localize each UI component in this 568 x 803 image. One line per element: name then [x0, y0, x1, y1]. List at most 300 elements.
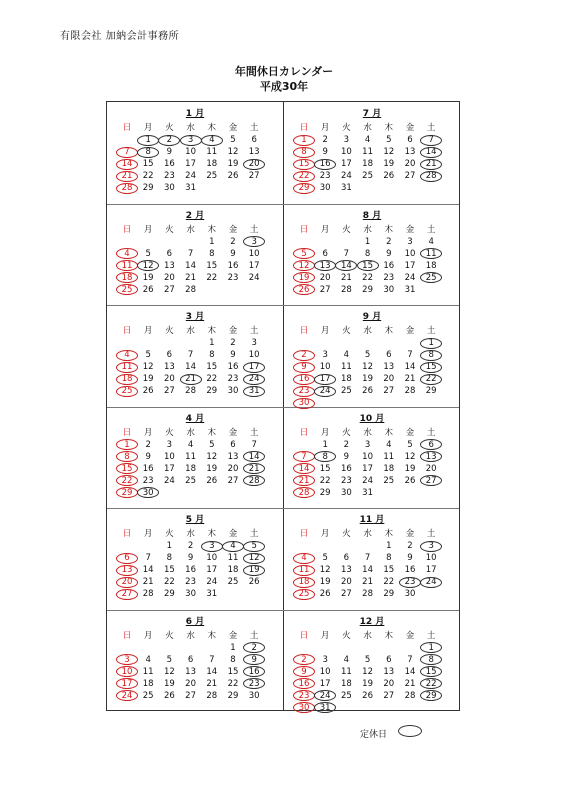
- day-cell: 1: [230, 642, 236, 653]
- day-cell: 6: [343, 553, 350, 563]
- title-line-1: 年間休日カレンダー: [234, 65, 334, 78]
- day-cell: 6: [251, 135, 257, 145]
- weekday-header: 水: [186, 529, 195, 539]
- day-cell: 20: [404, 159, 416, 169]
- day-cell: 24: [362, 475, 373, 486]
- day-cell: 25: [227, 577, 239, 587]
- day-cell: 9: [187, 553, 194, 563]
- day-cell: 16: [319, 159, 331, 169]
- day-cell: 30: [298, 702, 310, 713]
- day-cell: 18: [362, 159, 373, 169]
- day-cell: 23: [185, 577, 196, 587]
- weekday-header: 日: [299, 326, 309, 336]
- weekday-header: 日: [299, 224, 309, 235]
- day-cell: 12: [404, 451, 416, 462]
- weekday-header: 日: [299, 123, 309, 133]
- day-cell: 26: [142, 284, 154, 295]
- day-cell: 16: [298, 374, 310, 384]
- weekday-header: 日: [122, 630, 132, 641]
- day-cell: 4: [209, 135, 215, 145]
- day-cell: 23: [383, 272, 395, 283]
- day-cell: 26: [206, 475, 218, 486]
- day-cell: 24: [340, 171, 352, 181]
- day-cell: 14: [121, 159, 133, 169]
- weekday-header: 木: [384, 224, 394, 235]
- day-cell: 27: [340, 589, 352, 599]
- document-title: [0, 64, 568, 94]
- day-cell: 8: [145, 147, 151, 157]
- day-cell: 28: [206, 690, 218, 701]
- weekday-header: 金: [405, 123, 415, 133]
- day-cell: 12: [362, 362, 373, 372]
- day-cell: 9: [301, 362, 307, 372]
- day-cell: 8: [428, 350, 434, 360]
- day-cell: 14: [404, 362, 416, 372]
- day-cell: 13: [383, 666, 395, 677]
- weekday-header: 金: [405, 630, 415, 641]
- day-cell: 15: [206, 260, 218, 271]
- day-cell: 30: [163, 183, 175, 193]
- day-cell: 11: [206, 147, 218, 157]
- day-cell: 31: [362, 487, 373, 498]
- day-cell: 5: [301, 248, 307, 259]
- weekday-header: 月: [320, 224, 330, 235]
- day-cell: 26: [319, 589, 331, 599]
- day-cell: 4: [124, 350, 130, 360]
- day-cell: 10: [404, 248, 416, 259]
- weekday-header: 水: [363, 224, 372, 235]
- day-cell: 23: [319, 171, 331, 181]
- month-block: [284, 610, 460, 712]
- day-cell: 12: [142, 260, 154, 271]
- day-cell: 14: [340, 260, 352, 271]
- month-title: [284, 106, 460, 119]
- day-cell: 15: [227, 666, 239, 677]
- day-cell: 11: [340, 362, 352, 372]
- day-cell: 18: [425, 260, 437, 271]
- day-cell: 15: [163, 565, 175, 575]
- day-cell: 29: [383, 589, 395, 599]
- day-cell: 11: [383, 451, 395, 462]
- day-cell: 16: [142, 463, 154, 474]
- weekday-header: 月: [320, 326, 330, 336]
- day-cell: 9: [230, 350, 236, 360]
- day-cell: 22: [206, 272, 218, 283]
- day-cell: 5: [407, 439, 413, 450]
- weekday-header: 木: [207, 326, 217, 336]
- day-cell: 27: [404, 171, 416, 181]
- weekday-header: 木: [207, 123, 217, 133]
- day-cell: 28: [404, 690, 416, 701]
- month-title: [107, 309, 283, 322]
- day-cell: 24: [163, 475, 175, 486]
- weekday-header: 火: [165, 630, 174, 641]
- weekday-header: 火: [342, 326, 351, 336]
- day-cell: 24: [121, 690, 133, 701]
- day-cell: 17: [362, 463, 373, 474]
- day-cell: 12: [142, 362, 154, 372]
- weekday-header: 木: [384, 630, 394, 641]
- day-cell: 14: [185, 362, 196, 372]
- weekday-header: 月: [143, 224, 153, 235]
- day-cell: 17: [121, 678, 133, 689]
- day-cell: 7: [301, 451, 307, 462]
- day-cell: 2: [343, 439, 350, 450]
- day-cell: 29: [142, 183, 154, 193]
- day-cell: 10: [248, 248, 260, 259]
- day-cell: 17: [404, 260, 416, 271]
- month-title: [284, 614, 460, 627]
- day-cell: 11: [425, 248, 437, 259]
- weekday-header: 水: [363, 529, 372, 539]
- day-cell: 13: [163, 362, 175, 372]
- month-title: [284, 309, 460, 322]
- day-cell: 6: [166, 350, 173, 360]
- day-cell: 21: [425, 159, 437, 169]
- day-cell: 3: [251, 236, 257, 247]
- weekday-header: 火: [342, 123, 351, 133]
- day-cell: 13: [383, 362, 395, 372]
- day-cell: 10: [425, 553, 437, 563]
- day-cell: 8: [322, 451, 328, 462]
- day-cell: 2: [322, 135, 328, 145]
- month-title-text: 5 月: [185, 515, 205, 525]
- day-cell: 18: [383, 463, 395, 474]
- weekday-header: 月: [320, 529, 330, 539]
- day-cell: 21: [206, 678, 218, 689]
- day-cell: 14: [362, 565, 373, 575]
- weekday-header: 水: [186, 427, 195, 438]
- day-cell: 12: [248, 553, 260, 563]
- day-cell: 18: [142, 678, 154, 689]
- day-cell: 3: [209, 541, 215, 551]
- day-cell: 8: [166, 553, 173, 563]
- day-cell: 15: [206, 362, 218, 372]
- weekday-header: 日: [122, 529, 132, 539]
- day-cell: 13: [163, 260, 175, 271]
- weekday-header: 木: [207, 529, 217, 539]
- day-cell: 1: [301, 135, 307, 145]
- day-cell: 7: [343, 248, 350, 259]
- day-cell: 4: [343, 350, 350, 360]
- month-title: [107, 411, 283, 424]
- title-line-2: 平成30年: [259, 80, 309, 93]
- day-cell: 30: [383, 284, 395, 295]
- day-cell: 19: [142, 374, 154, 384]
- weekday-header: 金: [405, 224, 415, 235]
- day-cell: 10: [206, 553, 218, 563]
- day-cell: 4: [124, 248, 130, 259]
- day-cell: 17: [206, 565, 218, 575]
- day-cell: 16: [227, 362, 239, 372]
- day-cell: 21: [185, 272, 196, 283]
- month-title: [107, 614, 283, 627]
- day-cell: 15: [142, 159, 154, 169]
- day-cell: 20: [383, 374, 395, 384]
- day-cell: 3: [166, 439, 173, 450]
- day-cell: 25: [185, 475, 196, 486]
- month-title-text: 4 月: [185, 413, 205, 424]
- day-cell: 11: [121, 362, 133, 372]
- day-cell: 12: [319, 565, 331, 575]
- day-cell: 29: [227, 690, 239, 701]
- day-cell: 13: [404, 147, 416, 157]
- month-title-text: 3 月: [185, 312, 205, 322]
- day-cell: 17: [163, 463, 175, 474]
- month-title-text: 12 月: [359, 616, 385, 627]
- weekday-header: 土: [426, 326, 436, 336]
- day-cell: 17: [248, 260, 260, 271]
- day-cell: 4: [343, 654, 350, 665]
- weekday-header: 火: [165, 224, 174, 235]
- day-cell: 1: [124, 439, 130, 450]
- day-cell: 2: [145, 439, 151, 450]
- weekday-header: 日: [299, 630, 309, 641]
- day-cell: 16: [163, 159, 175, 169]
- day-cell: 27: [425, 475, 437, 486]
- weekday-header: 金: [228, 427, 238, 438]
- day-cell: 5: [145, 248, 151, 259]
- month-block: [107, 204, 283, 306]
- day-cell: 23: [163, 171, 175, 181]
- day-cell: 18: [340, 374, 352, 384]
- day-cell: 8: [364, 248, 371, 259]
- month-title-text: 2 月: [185, 210, 205, 221]
- weekday-header: 水: [186, 630, 195, 641]
- day-cell: 4: [301, 553, 307, 563]
- month-title: [107, 106, 283, 119]
- day-cell: 3: [428, 541, 434, 551]
- day-cell: 26: [362, 690, 373, 701]
- day-cell: 23: [298, 690, 310, 701]
- day-cell: 22: [362, 272, 373, 283]
- day-cell: 31: [340, 183, 352, 193]
- day-cell: 1: [364, 236, 371, 247]
- day-cell: 27: [163, 284, 175, 295]
- weekday-header: 月: [143, 427, 153, 438]
- day-cell: 3: [407, 236, 413, 247]
- weekday-header: 木: [207, 630, 217, 641]
- day-cell: 3: [322, 350, 328, 360]
- day-cell: 11: [340, 666, 352, 677]
- day-cell: 15: [362, 260, 373, 271]
- day-cell: 20: [340, 577, 352, 587]
- day-cell: 7: [187, 350, 194, 360]
- day-cell: 23: [298, 386, 310, 396]
- day-cell: 15: [425, 362, 437, 372]
- day-cell: 3: [251, 338, 257, 348]
- weekday-header: 水: [363, 630, 372, 641]
- day-cell: 11: [298, 565, 310, 575]
- day-cell: 15: [319, 463, 331, 474]
- weekday-header: 土: [426, 123, 436, 133]
- day-cell: 8: [386, 553, 392, 563]
- day-cell: 10: [185, 147, 196, 157]
- day-cell: 4: [145, 654, 151, 665]
- day-cell: 10: [248, 350, 260, 360]
- weekday-header: 火: [342, 427, 351, 438]
- day-cell: 30: [227, 386, 239, 396]
- day-cell: 20: [185, 678, 196, 689]
- weekday-header: 金: [405, 326, 415, 336]
- weekday-header: 水: [186, 224, 195, 235]
- day-cell: 20: [163, 374, 175, 384]
- day-cell: 23: [142, 475, 154, 486]
- day-cell: 4: [386, 439, 392, 450]
- day-cell: 16: [340, 463, 352, 474]
- day-cell: 12: [227, 147, 239, 157]
- day-cell: 5: [251, 541, 257, 551]
- day-cell: 28: [362, 589, 373, 599]
- day-cell: 28: [142, 589, 154, 599]
- day-cell: 2: [301, 350, 307, 360]
- day-cell: 14: [298, 463, 310, 474]
- day-cell: 25: [298, 589, 310, 599]
- day-cell: 28: [298, 487, 310, 498]
- day-cell: 22: [227, 678, 239, 689]
- day-cell: 21: [185, 374, 196, 384]
- day-cell: 28: [340, 284, 352, 295]
- day-cell: 21: [298, 475, 310, 486]
- day-cell: 1: [209, 338, 215, 348]
- legend-oval-icon: [398, 725, 422, 737]
- weekday-header: 土: [249, 529, 259, 539]
- day-cell: 14: [248, 451, 260, 462]
- day-cell: 31: [185, 183, 196, 193]
- day-cell: 23: [248, 678, 260, 689]
- day-cell: 23: [227, 374, 239, 384]
- day-cell: 9: [166, 147, 173, 157]
- day-cell: 20: [425, 463, 437, 474]
- day-cell: 6: [407, 135, 413, 145]
- weekday-header: 土: [426, 224, 436, 235]
- day-cell: 19: [227, 159, 239, 169]
- day-cell: 1: [209, 236, 215, 247]
- day-cell: 15: [383, 565, 395, 575]
- day-cell: 9: [322, 147, 328, 157]
- weekday-header: 日: [122, 224, 132, 235]
- day-cell: 16: [298, 678, 310, 689]
- day-cell: 30: [142, 487, 154, 498]
- weekday-header: 火: [342, 529, 351, 539]
- day-cell: 29: [425, 690, 437, 701]
- day-cell: 23: [404, 577, 416, 587]
- day-cell: 17: [248, 362, 260, 372]
- day-cell: 11: [362, 147, 373, 157]
- weekday-header: 土: [249, 427, 259, 438]
- weekday-header: 月: [320, 630, 330, 641]
- day-cell: 12: [383, 147, 395, 157]
- day-cell: 26: [227, 171, 239, 181]
- day-cell: 13: [425, 451, 437, 462]
- day-cell: 10: [121, 666, 133, 677]
- day-cell: 16: [185, 565, 196, 575]
- day-cell: 1: [166, 541, 173, 551]
- day-cell: 19: [362, 374, 373, 384]
- day-cell: 31: [319, 702, 331, 713]
- day-cell: 4: [428, 236, 434, 247]
- weekday-header: 土: [249, 326, 259, 336]
- day-cell: 12: [298, 260, 310, 271]
- day-cell: 14: [142, 565, 154, 575]
- weekday-header: 木: [384, 529, 394, 539]
- day-cell: 11: [185, 451, 196, 462]
- day-cell: 2: [187, 541, 194, 551]
- day-cell: 5: [322, 553, 328, 563]
- day-cell: 30: [404, 589, 416, 599]
- day-cell: 14: [185, 260, 196, 271]
- day-cell: 19: [319, 577, 331, 587]
- day-cell: 29: [163, 589, 175, 599]
- day-cell: 31: [248, 386, 260, 396]
- day-cell: 25: [383, 475, 395, 486]
- month-block: [284, 305, 460, 407]
- weekday-header: 木: [384, 326, 394, 336]
- calendar-grid: [106, 101, 460, 711]
- day-cell: 21: [142, 577, 154, 587]
- day-cell: 26: [404, 475, 416, 486]
- company-name: 有限会社 加納会計事務所: [60, 31, 180, 42]
- month-block: [107, 305, 283, 407]
- day-cell: 30: [340, 487, 352, 498]
- day-cell: 22: [298, 171, 310, 181]
- day-cell: 19: [362, 678, 373, 689]
- weekday-header: 日: [122, 123, 132, 133]
- day-cell: 7: [251, 439, 257, 450]
- day-cell: 27: [121, 589, 133, 599]
- day-cell: 6: [230, 439, 236, 450]
- day-cell: 22: [425, 678, 437, 689]
- day-cell: 18: [121, 272, 133, 283]
- day-cell: 30: [185, 589, 196, 599]
- day-cell: 16: [404, 565, 416, 575]
- day-cell: 2: [301, 654, 307, 665]
- month-title: [284, 208, 460, 221]
- day-cell: 26: [298, 284, 310, 295]
- weekday-header: 水: [186, 123, 195, 133]
- weekday-header: 金: [405, 427, 415, 438]
- day-cell: 10: [362, 451, 373, 462]
- weekday-header: 土: [249, 123, 259, 133]
- day-cell: 26: [362, 386, 373, 396]
- day-cell: 12: [362, 666, 373, 677]
- day-cell: 26: [142, 386, 154, 396]
- day-cell: 24: [248, 272, 260, 283]
- day-cell: 19: [404, 463, 416, 474]
- day-cell: 11: [227, 553, 239, 563]
- month-title-text: 7 月: [362, 109, 382, 119]
- day-cell: 28: [425, 171, 437, 181]
- weekday-header: 火: [342, 224, 351, 235]
- day-cell: 29: [121, 487, 133, 498]
- day-cell: 13: [340, 565, 352, 575]
- day-cell: 20: [248, 159, 260, 169]
- day-cell: 23: [340, 475, 352, 486]
- weekday-header: 月: [320, 427, 330, 438]
- day-cell: 26: [248, 577, 260, 587]
- day-cell: 27: [248, 171, 260, 181]
- day-cell: 27: [319, 284, 331, 295]
- day-cell: 3: [343, 135, 350, 145]
- day-cell: 7: [364, 553, 371, 563]
- day-cell: 25: [425, 272, 437, 283]
- day-cell: 12: [163, 666, 175, 677]
- weekday-header: 金: [228, 326, 238, 336]
- day-cell: 18: [206, 159, 218, 169]
- weekday-header: 木: [207, 427, 217, 438]
- day-cell: 28: [185, 386, 196, 396]
- month-title-text: 11 月: [359, 515, 385, 525]
